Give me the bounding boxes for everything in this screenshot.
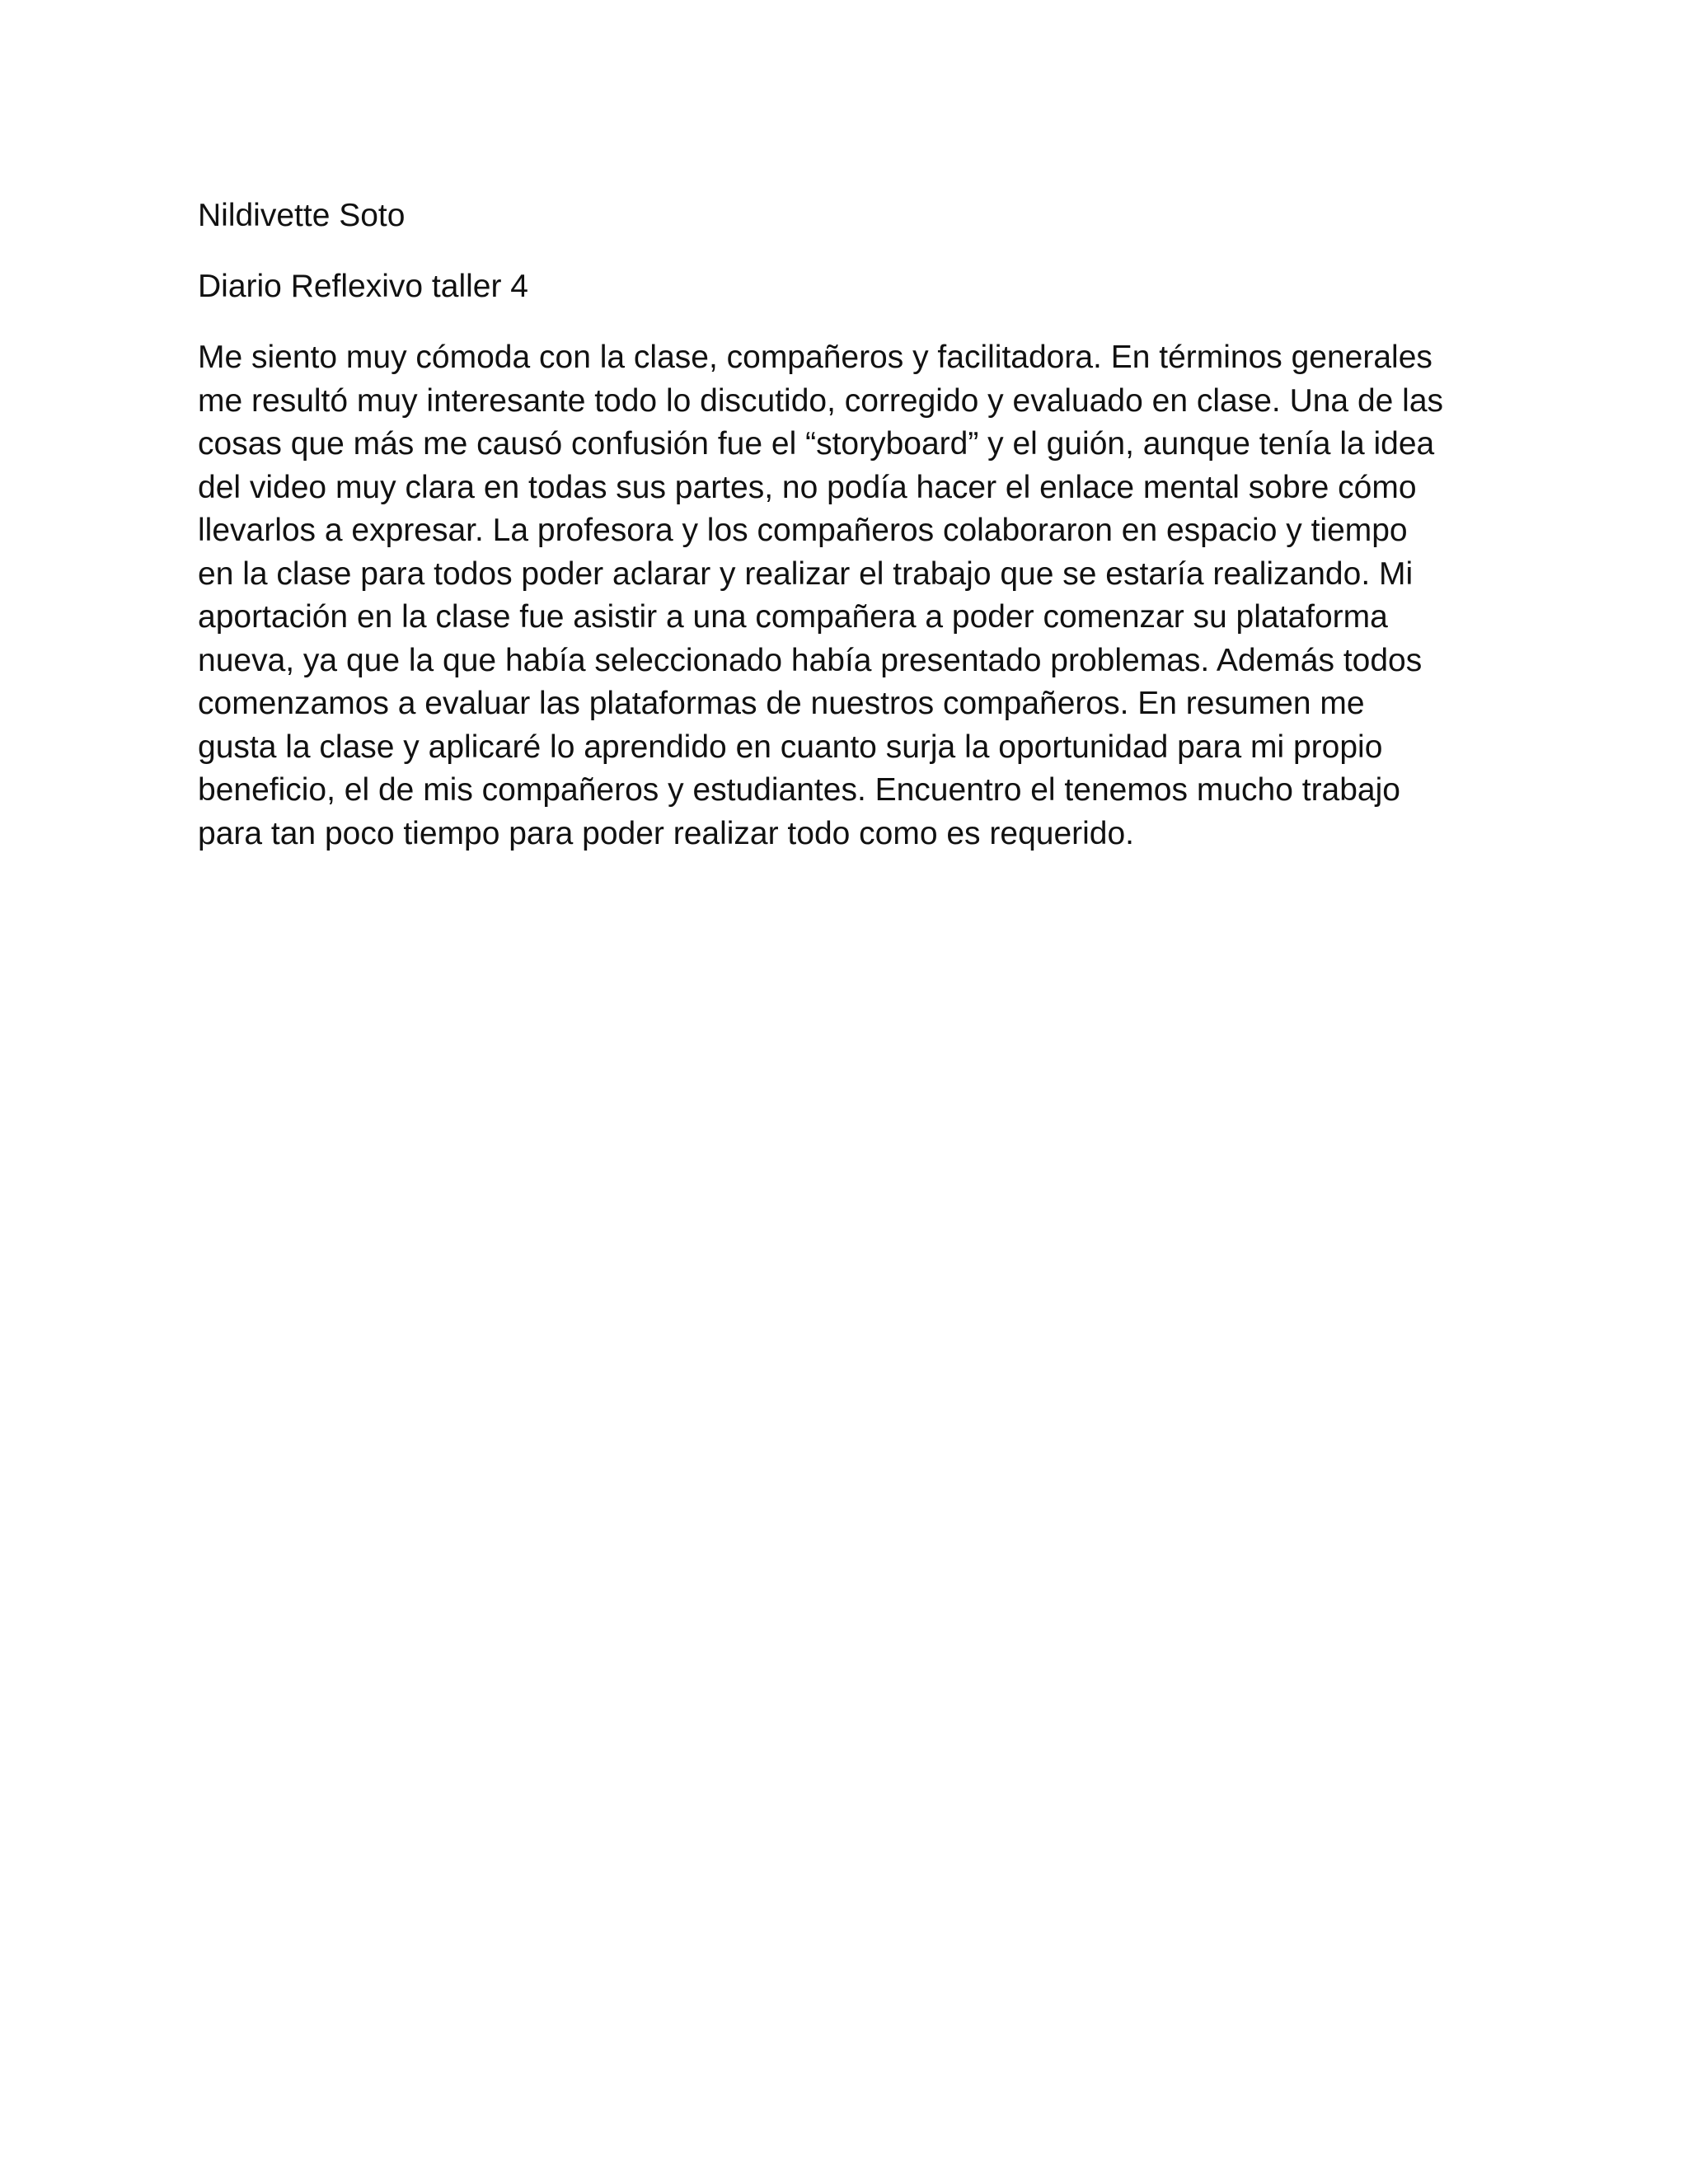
- paragraph-line: del video muy clara en todas sus partes, no podía hacer el enlace mental sobre cómo: [198, 469, 1417, 505]
- document-content: [198, 194, 1517, 855]
- paragraph-line: me resultó muy interesante todo lo discutido, corregido y evaluado en clase. Una de las: [198, 382, 1444, 419]
- paragraph-line: aportación en la clase fue asistir a una compañera a poder comenzar su plataforma: [198, 599, 1388, 635]
- paragraph-line: Me siento muy cómoda con la clase, compañeros y facilitadora. En términos generales: [198, 340, 1432, 375]
- paragraph-line: llevarlos a expresar. La profesora y los compañeros colaboraron en espacio y tiempo: [198, 513, 1408, 548]
- paragraph-line: gusta la clase y aplicaré lo aprendido en cuanto surja la oportunidad para mi propio: [198, 729, 1383, 765]
- document-title: Diario Reflexivo taller 4: [198, 269, 528, 304]
- paragraph-line: beneficio, el de mis compañeros y estudiantes. Encuentro el tenemos mucho trabajo: [198, 772, 1400, 808]
- reflection-paragraph: [198, 336, 1517, 855]
- paragraph-line: comenzamos a evaluar las plataformas de nuestros compañeros. En resumen me: [198, 686, 1365, 721]
- paragraph-line: para tan poco tiempo para poder realizar todo como es requerido.: [198, 815, 1135, 851]
- paragraph-line: cosas que más me causó confusión fue el “storyboard” y el guión, aunque tenía la idea: [198, 426, 1435, 462]
- paragraph-line: nueva, ya que la que había seleccionado había presentado problemas. Además todos: [198, 642, 1423, 678]
- paragraph-line: en la clase para todos poder aclarar y realizar el trabajo que se estaría realizando. Mi: [198, 555, 1414, 592]
- author-name: Nildivette Soto: [198, 198, 406, 233]
